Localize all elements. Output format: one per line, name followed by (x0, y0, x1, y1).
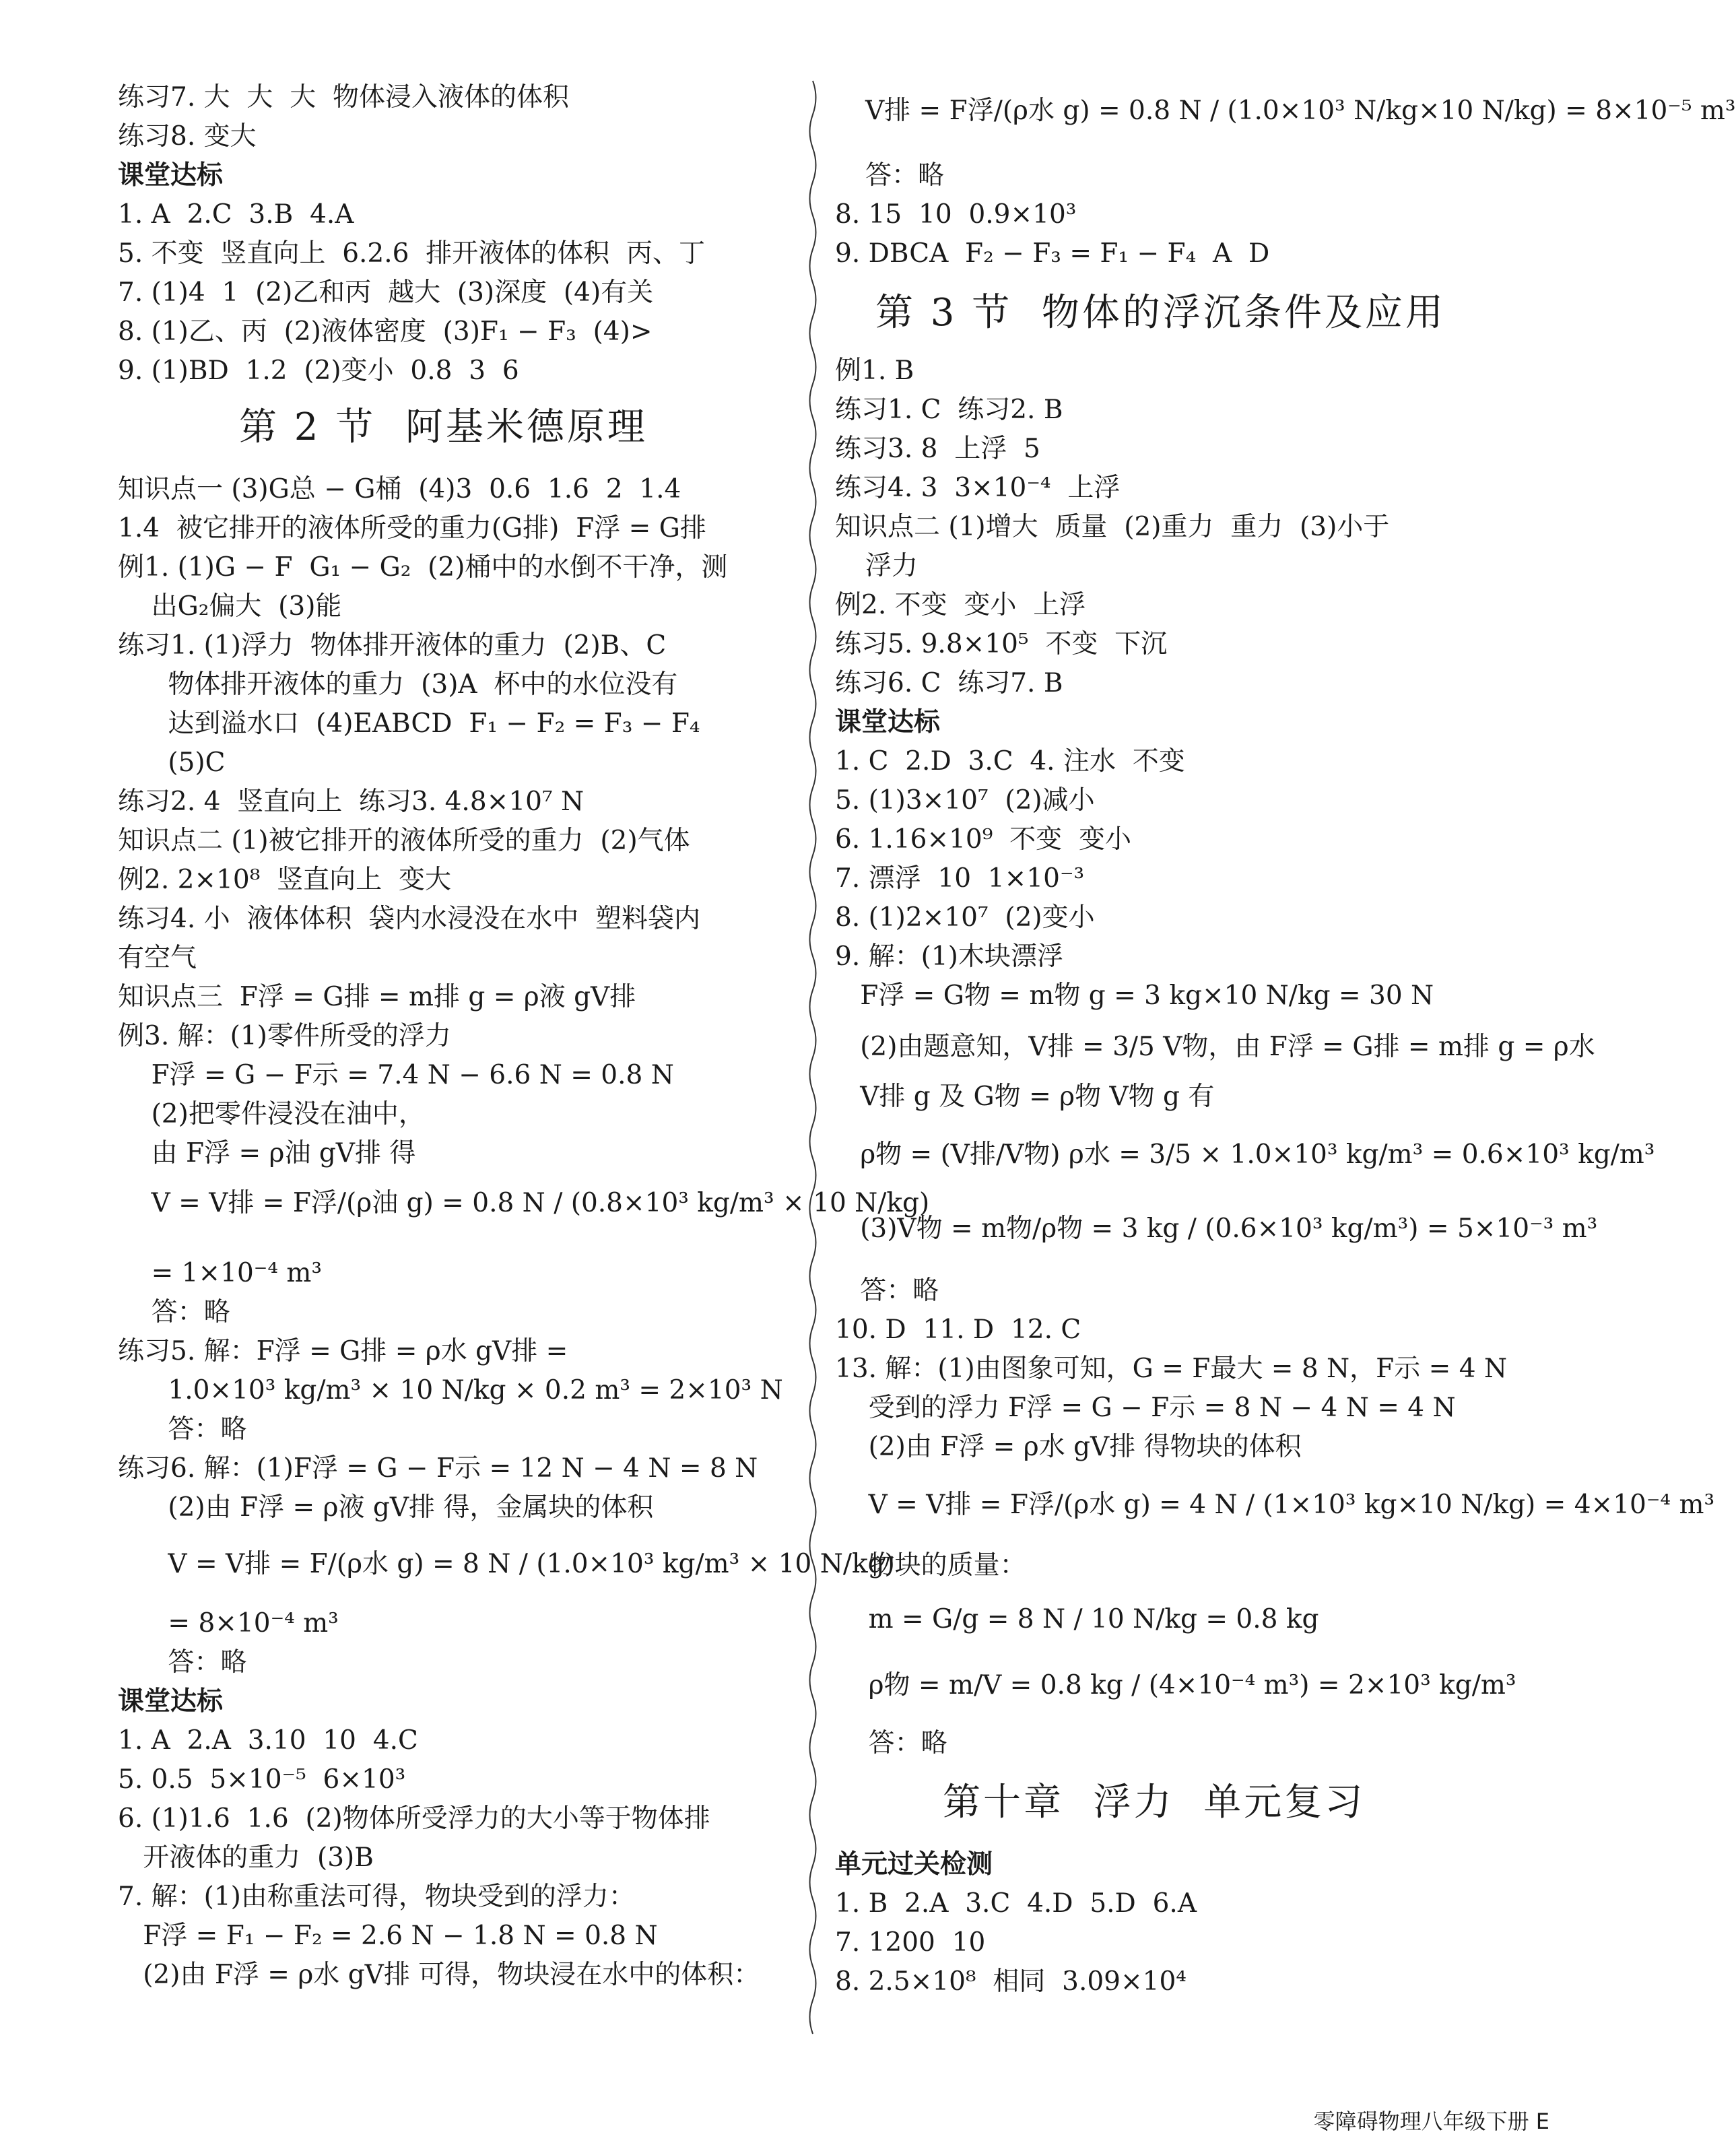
answer-line: 1.4 被它排开的液体所受的重力(G排) F浮 = G排 (118, 513, 706, 543)
answer-line: 知识点二 (1)被它排开的液体所受的重力 (2)气体 (118, 826, 690, 856)
answer-line: 知识点一 (3)G总 − G桶 (4)3 0.6 1.6 2 1.4 (118, 474, 681, 504)
answer-line: 7. 漂浮 10 1×10⁻³ (835, 863, 1085, 894)
formula-line: ρ物 = (V排/V物) ρ水 = 3/5 × 1.0×10³ kg/m³ = 0.6×10³ kg/m³ (835, 1139, 1655, 1170)
answer-line: 物体排开液体的重力 (3)A 杯中的水位没有 (118, 669, 678, 700)
answer-line: 7. 1200 10 (835, 1927, 986, 1958)
answer-line: = 8×10⁻⁴ m³ (118, 1608, 339, 1638)
answer-line: 6. 1.16×10⁹ 不变 变小 (835, 824, 1131, 855)
answer-line: 9. DBCA F₂ − F₃ = F₁ − F₄ A D (835, 238, 1270, 269)
answer-line: 练习1. (1)浮力 物体排开液体的重力 (2)B、C (118, 630, 667, 661)
answer-line: 出G₂偏大 (3)能 (118, 591, 342, 622)
chapter-heading: 第十章 浮力 单元复习 (943, 1781, 1366, 1824)
answer-line: 13. 解：(1)由图象可知，G = F最大 = 8 N，F示 = 4 N (835, 1354, 1508, 1384)
page-footer: 零障碍物理八年级下册 E (1313, 2109, 1549, 2134)
answer-line: 7. (1)4 1 (2)乙和丙 越大 (3)深度 (4)有关 (118, 277, 654, 308)
answer-line: (2)由题意知，V排 = 3/5 V物，由 F浮 = G排 = m排 g = ρ水 (835, 1032, 1595, 1062)
formula-line: ρ物 = m/V = 0.8 kg / (4×10⁻⁴ m³) = 2×10³ kg/m³ (835, 1670, 1516, 1700)
answer-line: 例1. (1)G − F G₁ − G₂ (2)桶中的水倒不干净，测 (118, 552, 728, 583)
answer-line: (2)把零件浸没在油中， (118, 1099, 425, 1129)
answer-line: 答：略 (118, 1647, 247, 1678)
formula-line: V排 = F浮/(ρ水 g) = 0.8 N / (1.0×10³ N/kg×10 N/kg) = 8×10⁻⁵ m³ (865, 96, 1736, 126)
answer-line: 6. (1)1.6 1.6 (2)物体所受浮力的大小等于物体排 (118, 1803, 710, 1834)
answer-line: 1.0×10³ kg/m³ × 10 N/kg × 0.2 m³ = 2×10³ N (118, 1375, 783, 1405)
answer-line: 1. C 2.D 3.C 4. 注水 不变 (835, 746, 1185, 776)
answer-line: 练习8. 变大 (118, 121, 257, 152)
answer-line: = 1×10⁻⁴ m³ (118, 1258, 323, 1288)
answer-line: 答：略 (865, 160, 945, 191)
answer-line: 练习3. 8 上浮 5 (835, 434, 1040, 464)
answer-line: (2)由 F浮 = ρ水 gV排 可得，物块浸在水中的体积： (118, 1960, 760, 1990)
section-heading: 第 2 节 阿基米德原理 (239, 405, 648, 449)
answer-line: 1. A 2.C 3.B 4.A (118, 199, 354, 230)
answer-line: 练习2. 4 竖直向上 练习3. 4.8×10⁷ N (118, 787, 585, 817)
answer-line: 答：略 (118, 1297, 230, 1327)
answer-line: 8. (1)2×10⁷ (2)变小 (835, 902, 1095, 933)
answer-line: 开液体的重力 (3)B (118, 1843, 374, 1873)
answer-line: 答：略 (835, 1728, 947, 1758)
answer-line: 练习4. 小 液体体积 袋内水浸没在水中 塑料袋内 (118, 904, 700, 934)
formula-line: V = V排 = F浮/(ρ油 g) = 0.8 N / (0.8×10³ kg/m³ × 10 N/kg) (118, 1188, 930, 1218)
answer-line: 7. 解：(1)由称重法可得，物块受到的浮力： (118, 1882, 635, 1912)
answer-line: 8. (1)乙、丙 (2)液体密度 (3)F₁ − F₃ (4)> (118, 317, 653, 347)
answer-line: 9. 解：(1)木块漂浮 (835, 941, 1063, 972)
answer-line: 1. B 2.A 3.C 4.D 5.D 6.A (835, 1888, 1197, 1919)
answer-line: 答：略 (835, 1276, 939, 1306)
answer-line: V排 g 及 G物 = ρ物 V物 g 有 (835, 1082, 1215, 1112)
section-label: 单元过关检测 (835, 1849, 993, 1880)
answer-line: 物块的质量： (835, 1550, 1026, 1581)
formula-line: V = V排 = F/(ρ水 g) = 8 N / (1.0×10³ kg/m³ × 10 N/kg) (118, 1549, 895, 1579)
answer-line: 练习5. 9.8×10⁵ 不变 下沉 (835, 629, 1168, 659)
answer-line: 知识点三 F浮 = G排 = m排 g = ρ液 gV排 (118, 982, 636, 1012)
answer-line: 练习7. 大 大 大 物体浸入液体的体积 (118, 82, 569, 112)
answer-line: 8. 15 10 0.9×10³ (835, 199, 1077, 230)
answer-line: 达到溢水口 (4)EABCD F₁ − F₂ = F₃ − F₄ (118, 708, 700, 739)
answer-line: (2)由 F浮 = ρ液 gV排 得，金属块的体积 (118, 1492, 654, 1523)
answer-line: 例3. 解：(1)零件所受的浮力 (118, 1021, 451, 1051)
answer-line: 例1. B (835, 356, 914, 386)
answer-line: 有空气 (118, 943, 197, 973)
column-divider (807, 81, 819, 2034)
answer-line: 受到的浮力 F浮 = G − F示 = 8 N − 4 N = 4 N (835, 1393, 1456, 1423)
section-label: 课堂达标 (118, 160, 224, 191)
answer-line: 5. 不变 竖直向上 6.2.6 排开液体的体积 丙、丁 (118, 238, 706, 269)
answer-line: 8. 2.5×10⁸ 相同 3.09×10⁴ (835, 1966, 1187, 1997)
answer-line: 练习6. 解：(1)F浮 = G − F示 = 12 N − 4 N = 8 N (118, 1453, 758, 1484)
formula-line: (3)V物 = m物/ρ物 = 3 kg / (0.6×10³ kg/m³) = 5×10⁻³ m³ (835, 1214, 1598, 1244)
answer-line: 例2. 2×10⁸ 竖直向上 变大 (118, 865, 451, 895)
answer-line: 10. D 11. D 12. C (835, 1315, 1081, 1345)
answer-line: F浮 = G − F示 = 7.4 N − 6.6 N = 0.8 N (118, 1060, 674, 1090)
formula-line: m = G/g = 8 N / 10 N/kg = 0.8 kg (835, 1604, 1319, 1634)
answer-line: 浮力 (865, 551, 919, 581)
answer-line: 答：略 (118, 1414, 247, 1445)
answer-line: 练习4. 3 3×10⁻⁴ 上浮 (835, 473, 1121, 503)
answer-line: 知识点二 (1)增大 质量 (2)重力 重力 (3)小于 (835, 512, 1390, 542)
formula-line: V = V排 = F浮/(ρ水 g) = 4 N / (1×10³ kg×10 N/kg) = 4×10⁻⁴ m³ (835, 1490, 1715, 1520)
answer-line: 练习1. C 练习2. B (835, 395, 1063, 425)
answer-line: F浮 = G物 = m物 g = 3 kg×10 N/kg = 30 N (835, 981, 1434, 1011)
answer-line: 例2. 不变 变小 上浮 (835, 590, 1086, 620)
section-heading: 第 3 节 物体的浮沉条件及应用 (875, 291, 1446, 335)
answer-line: 练习5. 解：F浮 = G排 = ρ水 gV排 = (118, 1336, 568, 1366)
answer-line: F浮 = F₁ − F₂ = 2.6 N − 1.8 N = 0.8 N (118, 1921, 658, 1951)
answer-line: 由 F浮 = ρ油 gV排 得 (118, 1138, 416, 1168)
answer-line: 练习6. C 练习7. B (835, 668, 1063, 698)
answer-line: 5. (1)3×10⁷ (2)减小 (835, 785, 1095, 816)
section-label: 课堂达标 (118, 1686, 224, 1717)
answer-line: 9. (1)BD 1.2 (2)变小 0.8 3 6 (118, 356, 519, 386)
answer-line: 1. A 2.A 3.10 10 4.C (118, 1725, 418, 1756)
answer-line: 5. 0.5 5×10⁻⁵ 6×10³ (118, 1764, 406, 1795)
section-label: 课堂达标 (835, 707, 941, 737)
answer-line: (2)由 F浮 = ρ水 gV排 得物块的体积 (835, 1432, 1302, 1462)
answer-line: (5)C (118, 748, 226, 778)
